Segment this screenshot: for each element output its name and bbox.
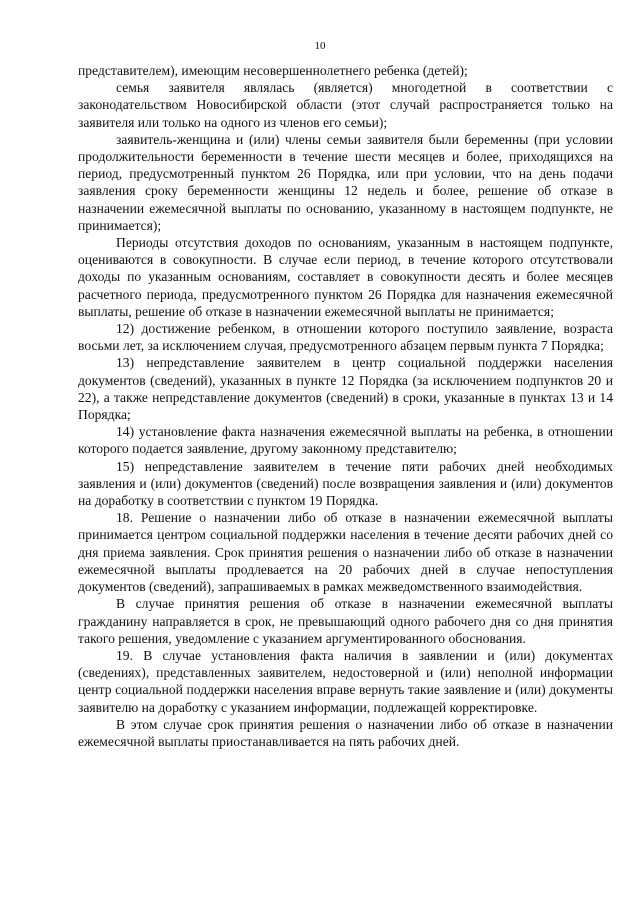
paragraph-large-family: семья заявителя являлась (является) многодетной в соответствии с законодательством Новосибирской области (этот случай распространяется только на заявителя или только на одного из членов его семьи);: [78, 80, 613, 130]
paragraph-continuation: представителем), имеющим несовершеннолетнего ребенка (детей);: [78, 63, 468, 78]
paragraph-item-12: 12) достижение ребенком, в отношении которого поступило заявление, возраста восьми лет, за исключением случая, предусмотренного абзацем первым пункта 7 Порядка;: [78, 321, 613, 354]
paragraph-item-14: 14) установление факта назначения ежемесячной выплаты на ребенка, в отношении которого подается заявление, другому законному представителю;: [78, 424, 613, 457]
paragraph-pregnancy: заявитель-женщина и (или) члены семьи заявителя были беременны (при условии продолжительности беременности в течение шести месяцев и более, приходящихся на период, предусмотренный пунктом 26 Порядка, или при условии, что на день подачи заявления сроку беременности женщины 12 недель и более, решение об отказе в назначении ежемесячной выплаты по основанию, указанному в настоящем подпункте, не принимается);: [78, 131, 613, 233]
paragraph-item-15: 15) непредставление заявителем в течение пяти рабочих дней необходимых заявления и (или) документов (сведений) после возвращения заявления и (или) документов на доработку в соответствии с пунктом 19 Порядка.: [78, 458, 613, 509]
paragraph-item-13: 13) непредставление заявителем в центр социальной поддержки населения документов (сведений), указанных в пункте 12 Порядка (за исключением подпунктов 20 и 22), а также непредставление документов (сведений) в сроки, указанные в пунктах 13 и 14 Порядка;: [78, 355, 613, 423]
page-number: 10: [314, 40, 326, 52]
paragraph-income-periods: Периоды отсутствия доходов по основаниям, указанным в настоящем подпункте, оцениваются в совокупности. В случае если период, в течение которого отсутствовали доходы по указанным основаниям, составляет в совокупности десять и более месяцев расчетного периода, предусмотренного пунктом 26 Порядка для назначения ежемесячной выплаты, решение об отказе в назначении ежемесячной выплаты не принимается;: [78, 235, 613, 319]
paragraph-section-18: 18. Решение о назначении либо об отказе в назначении ежемесячной выплаты принимается центром социальной поддержки населения в течение десяти рабочих дней со дня приема заявления. Срок принятия решения о назначении либо об отказе в назначении ежемесячной выплаты продлевается на 20 рабочих дней в случае непоступления документов (сведений), запрашиваемых в рамках межведомственного взаимодействия.: [78, 510, 613, 595]
paragraph-section-19: 19. В случае установления факта наличия в заявлении и (или) документах (сведениях), представленных заявителем, недостоверной и (или) неполной информации центр социальной поддержки населения вправе вернуть такие заявление и (или) документы заявителю на доработку с указанием информации, подлежащей корректировке.: [78, 647, 613, 715]
paragraph-refusal-notice: В случае принятия решения об отказе в назначении ежемесячной выплаты гражданину направляется в срок, не превышающий одного рабочего дня со дня принятия такого решения, уведомление с указанием аргументированного обоснования.: [78, 596, 613, 646]
document-body: [78, 62, 613, 750]
paragraph-suspension: В этом случае срок принятия решения о назначении либо об отказе в назначении ежемесячной выплаты приостанавливается на пять рабочих дней.: [78, 716, 613, 749]
